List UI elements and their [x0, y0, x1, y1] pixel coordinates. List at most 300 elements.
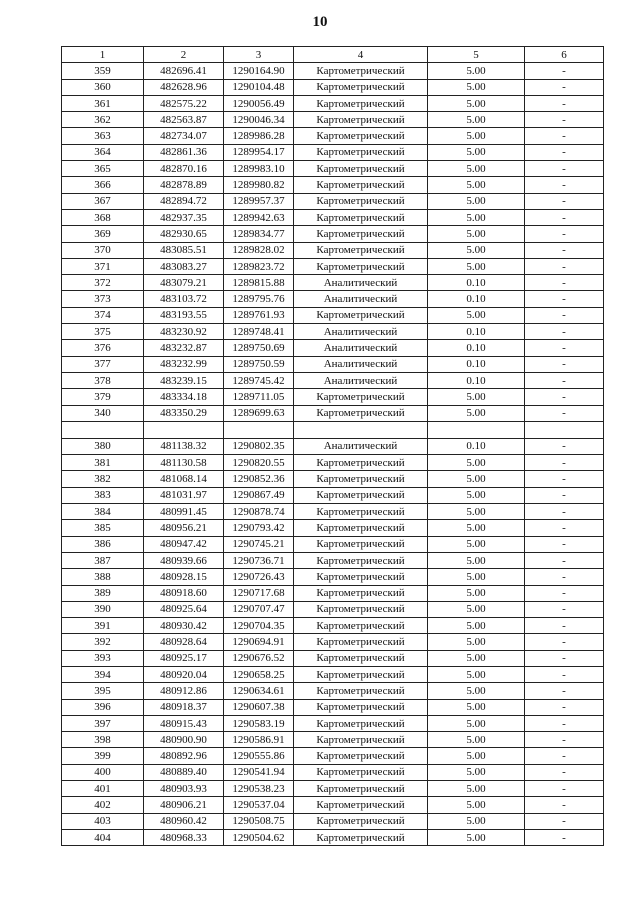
accuracy-cell: 0.10	[428, 356, 525, 372]
table-row	[62, 618, 604, 634]
accuracy-cell: 5.00	[428, 471, 525, 487]
point-number-cell: 380	[62, 438, 144, 454]
table-row	[62, 552, 604, 568]
table-row	[62, 63, 604, 79]
point-number-cell: 391	[62, 618, 144, 634]
column-header: 6	[525, 47, 604, 63]
x-coordinate-cell: 480920.04	[144, 666, 224, 682]
method-cell: Аналитический	[294, 340, 428, 356]
method-cell: Картометрический	[294, 650, 428, 666]
x-coordinate-cell: 482563.87	[144, 112, 224, 128]
x-coordinate-cell: 483239.15	[144, 372, 224, 388]
accuracy-cell: 5.00	[428, 813, 525, 829]
table-row	[62, 128, 604, 144]
accuracy-cell: 0.10	[428, 372, 525, 388]
note-cell: -	[525, 813, 604, 829]
note-cell: -	[525, 536, 604, 552]
point-number-cell: 381	[62, 455, 144, 471]
method-cell: Картометрический	[294, 585, 428, 601]
method-cell: Картометрический	[294, 95, 428, 111]
note-cell: -	[525, 585, 604, 601]
x-coordinate-cell: 483232.99	[144, 356, 224, 372]
y-coordinate-cell: 1290634.61	[224, 683, 294, 699]
y-coordinate-cell: 1290820.55	[224, 455, 294, 471]
table-row	[62, 161, 604, 177]
note-cell: -	[525, 291, 604, 307]
table-row	[62, 781, 604, 797]
accuracy-cell: 5.00	[428, 455, 525, 471]
table-row	[62, 829, 604, 845]
note-cell: -	[525, 128, 604, 144]
accuracy-cell: 5.00	[428, 601, 525, 617]
x-coordinate-cell: 482878.89	[144, 177, 224, 193]
table-row	[62, 291, 604, 307]
point-number-cell: 390	[62, 601, 144, 617]
note-cell: -	[525, 715, 604, 731]
x-coordinate-cell: 480912.86	[144, 683, 224, 699]
note-cell: -	[525, 504, 604, 520]
x-coordinate-cell: 483083.27	[144, 258, 224, 274]
note-cell: -	[525, 634, 604, 650]
x-coordinate-cell: 482894.72	[144, 193, 224, 209]
page-number: 10	[312, 14, 328, 30]
table-row	[62, 666, 604, 682]
accuracy-cell: 5.00	[428, 144, 525, 160]
accuracy-cell: 0.10	[428, 324, 525, 340]
accuracy-cell: 5.00	[428, 520, 525, 536]
table-row	[62, 258, 604, 274]
point-number-cell: 395	[62, 683, 144, 699]
method-cell: Картометрический	[294, 748, 428, 764]
accuracy-cell: 5.00	[428, 487, 525, 503]
accuracy-cell: 0.10	[428, 275, 525, 291]
x-coordinate-cell: 480889.40	[144, 764, 224, 780]
table-row	[62, 307, 604, 323]
y-coordinate-cell: 1290504.62	[224, 829, 294, 845]
x-coordinate-cell: 480906.21	[144, 797, 224, 813]
table-row	[62, 748, 604, 764]
note-cell: -	[525, 569, 604, 585]
note-cell: -	[525, 797, 604, 813]
accuracy-cell: 5.00	[428, 585, 525, 601]
note-cell: -	[525, 405, 604, 421]
table-row	[62, 520, 604, 536]
point-number-cell: 393	[62, 650, 144, 666]
x-coordinate-cell: 480903.93	[144, 781, 224, 797]
point-number-cell: 375	[62, 324, 144, 340]
point-number-cell: 400	[62, 764, 144, 780]
note-cell: -	[525, 438, 604, 454]
x-coordinate-cell: 480918.37	[144, 699, 224, 715]
accuracy-cell: 5.00	[428, 699, 525, 715]
column-header: 2	[144, 47, 224, 63]
y-coordinate-cell: 1290555.86	[224, 748, 294, 764]
accuracy-cell: 5.00	[428, 634, 525, 650]
y-coordinate-cell: 1289750.59	[224, 356, 294, 372]
note-cell: -	[525, 601, 604, 617]
x-coordinate-cell	[144, 421, 224, 438]
accuracy-cell: 5.00	[428, 193, 525, 209]
accuracy-cell: 5.00	[428, 63, 525, 79]
table-row	[62, 569, 604, 585]
table-row	[62, 356, 604, 372]
x-coordinate-cell: 480928.64	[144, 634, 224, 650]
note-cell: -	[525, 650, 604, 666]
note-cell: -	[525, 520, 604, 536]
table-row	[62, 177, 604, 193]
y-coordinate-cell: 1290726.43	[224, 569, 294, 585]
table-row	[62, 699, 604, 715]
point-number-cell	[62, 421, 144, 438]
x-coordinate-cell: 483079.21	[144, 275, 224, 291]
method-cell: Картометрический	[294, 226, 428, 242]
table-row	[62, 79, 604, 95]
note-cell: -	[525, 95, 604, 111]
point-number-cell: 377	[62, 356, 144, 372]
accuracy-cell: 5.00	[428, 209, 525, 225]
accuracy-cell: 5.00	[428, 128, 525, 144]
table-row	[62, 683, 604, 699]
method-cell: Картометрический	[294, 242, 428, 258]
method-cell: Картометрический	[294, 520, 428, 536]
y-coordinate-cell: 1290736.71	[224, 552, 294, 568]
x-coordinate-cell: 480892.96	[144, 748, 224, 764]
point-number-cell: 387	[62, 552, 144, 568]
point-number-cell: 383	[62, 487, 144, 503]
point-number-cell: 388	[62, 569, 144, 585]
method-cell: Картометрический	[294, 569, 428, 585]
table-row	[62, 340, 604, 356]
point-number-cell: 373	[62, 291, 144, 307]
accuracy-cell: 5.00	[428, 732, 525, 748]
point-number-cell: 396	[62, 699, 144, 715]
table-row	[62, 455, 604, 471]
point-number-cell: 384	[62, 504, 144, 520]
y-coordinate-cell	[224, 421, 294, 438]
accuracy-cell: 5.00	[428, 405, 525, 421]
table-row	[62, 797, 604, 813]
point-number-cell: 371	[62, 258, 144, 274]
point-number-cell: 399	[62, 748, 144, 764]
y-coordinate-cell: 1290104.48	[224, 79, 294, 95]
y-coordinate-cell: 1290852.36	[224, 471, 294, 487]
table-row	[62, 813, 604, 829]
method-cell: Аналитический	[294, 275, 428, 291]
point-number-cell: 394	[62, 666, 144, 682]
x-coordinate-cell: 483085.51	[144, 242, 224, 258]
note-cell: -	[525, 455, 604, 471]
accuracy-cell: 5.00	[428, 226, 525, 242]
y-coordinate-cell: 1290607.38	[224, 699, 294, 715]
note-cell: -	[525, 487, 604, 503]
y-coordinate-cell: 1290745.21	[224, 536, 294, 552]
y-coordinate-cell: 1289828.02	[224, 242, 294, 258]
x-coordinate-cell: 480928.15	[144, 569, 224, 585]
note-cell: -	[525, 193, 604, 209]
x-coordinate-cell: 480968.33	[144, 829, 224, 845]
x-coordinate-cell: 481138.32	[144, 438, 224, 454]
x-coordinate-cell: 480960.42	[144, 813, 224, 829]
y-coordinate-cell: 1289745.42	[224, 372, 294, 388]
point-number-cell: 404	[62, 829, 144, 845]
y-coordinate-cell: 1290694.91	[224, 634, 294, 650]
note-cell: -	[525, 161, 604, 177]
table-row	[62, 275, 604, 291]
accuracy-cell: 5.00	[428, 781, 525, 797]
point-number-cell: 369	[62, 226, 144, 242]
x-coordinate-cell: 483334.18	[144, 389, 224, 405]
point-number-cell: 397	[62, 715, 144, 731]
y-coordinate-cell: 1290583.19	[224, 715, 294, 731]
accuracy-cell: 5.00	[428, 504, 525, 520]
table-row	[62, 209, 604, 225]
table-row	[62, 715, 604, 731]
note-cell: -	[525, 683, 604, 699]
note-cell: -	[525, 242, 604, 258]
table-row	[62, 193, 604, 209]
accuracy-cell: 0.10	[428, 291, 525, 307]
point-number-cell: 403	[62, 813, 144, 829]
accuracy-cell: 5.00	[428, 666, 525, 682]
method-cell: Картометрический	[294, 634, 428, 650]
method-cell: Картометрический	[294, 813, 428, 829]
y-coordinate-cell: 1289834.77	[224, 226, 294, 242]
point-number-cell: 385	[62, 520, 144, 536]
x-coordinate-cell: 483103.72	[144, 291, 224, 307]
point-number-cell: 360	[62, 79, 144, 95]
note-cell: -	[525, 177, 604, 193]
y-coordinate-cell: 1290802.35	[224, 438, 294, 454]
point-number-cell: 389	[62, 585, 144, 601]
y-coordinate-cell: 1289748.41	[224, 324, 294, 340]
point-number-cell: 398	[62, 732, 144, 748]
method-cell: Аналитический	[294, 438, 428, 454]
y-coordinate-cell: 1290538.23	[224, 781, 294, 797]
method-cell: Картометрический	[294, 307, 428, 323]
note-cell: -	[525, 389, 604, 405]
y-coordinate-cell: 1290537.04	[224, 797, 294, 813]
x-coordinate-cell: 480956.21	[144, 520, 224, 536]
x-coordinate-cell: 480991.45	[144, 504, 224, 520]
method-cell: Картометрический	[294, 552, 428, 568]
accuracy-cell: 5.00	[428, 618, 525, 634]
note-cell: -	[525, 79, 604, 95]
note-cell: -	[525, 63, 604, 79]
point-number-cell: 372	[62, 275, 144, 291]
table-row	[62, 324, 604, 340]
x-coordinate-cell: 480947.42	[144, 536, 224, 552]
x-coordinate-cell: 482930.65	[144, 226, 224, 242]
y-coordinate-cell: 1289750.69	[224, 340, 294, 356]
y-coordinate-cell: 1290793.42	[224, 520, 294, 536]
column-header: 5	[428, 47, 525, 63]
accuracy-cell: 5.00	[428, 715, 525, 731]
y-coordinate-cell: 1289983.10	[224, 161, 294, 177]
table-row	[62, 732, 604, 748]
table-row	[62, 144, 604, 160]
method-cell: Картометрический	[294, 487, 428, 503]
accuracy-cell: 5.00	[428, 683, 525, 699]
accuracy-cell: 5.00	[428, 258, 525, 274]
point-number-cell: 359	[62, 63, 144, 79]
method-cell: Картометрический	[294, 161, 428, 177]
point-number-cell: 379	[62, 389, 144, 405]
method-cell: Картометрический	[294, 455, 428, 471]
accuracy-cell: 5.00	[428, 161, 525, 177]
table-row	[62, 438, 604, 454]
y-coordinate-cell: 1289795.76	[224, 291, 294, 307]
y-coordinate-cell: 1290586.91	[224, 732, 294, 748]
note-cell: -	[525, 258, 604, 274]
point-number-cell: 363	[62, 128, 144, 144]
method-cell: Картометрический	[294, 79, 428, 95]
y-coordinate-cell: 1289815.88	[224, 275, 294, 291]
y-coordinate-cell: 1290508.75	[224, 813, 294, 829]
note-cell: -	[525, 144, 604, 160]
method-cell: Картометрический	[294, 177, 428, 193]
point-number-cell: 378	[62, 372, 144, 388]
point-number-cell: 367	[62, 193, 144, 209]
table-row	[62, 487, 604, 503]
point-number-cell: 364	[62, 144, 144, 160]
method-cell: Аналитический	[294, 291, 428, 307]
y-coordinate-cell: 1289711.05	[224, 389, 294, 405]
x-coordinate-cell: 482734.07	[144, 128, 224, 144]
y-coordinate-cell: 1289986.28	[224, 128, 294, 144]
method-cell: Картометрический	[294, 144, 428, 160]
point-number-cell: 340	[62, 405, 144, 421]
column-header: 3	[224, 47, 294, 63]
method-cell: Картометрический	[294, 699, 428, 715]
y-coordinate-cell: 1289942.63	[224, 209, 294, 225]
x-coordinate-cell: 483193.55	[144, 307, 224, 323]
accuracy-cell: 5.00	[428, 748, 525, 764]
point-number-cell: 368	[62, 209, 144, 225]
note-cell: -	[525, 275, 604, 291]
method-cell: Картометрический	[294, 405, 428, 421]
method-cell: Картометрический	[294, 504, 428, 520]
y-coordinate-cell: 1290867.49	[224, 487, 294, 503]
point-number-cell: 366	[62, 177, 144, 193]
note-cell: -	[525, 471, 604, 487]
accuracy-cell: 0.10	[428, 340, 525, 356]
x-coordinate-cell: 482870.16	[144, 161, 224, 177]
method-cell: Картометрический	[294, 601, 428, 617]
table-row	[62, 389, 604, 405]
table-row	[62, 634, 604, 650]
accuracy-cell: 5.00	[428, 95, 525, 111]
accuracy-cell: 5.00	[428, 112, 525, 128]
x-coordinate-cell: 482628.96	[144, 79, 224, 95]
column-header: 1	[62, 47, 144, 63]
method-cell: Картометрический	[294, 618, 428, 634]
x-coordinate-cell: 481068.14	[144, 471, 224, 487]
note-cell: -	[525, 618, 604, 634]
note-cell: -	[525, 764, 604, 780]
y-coordinate-cell: 1290717.68	[224, 585, 294, 601]
y-coordinate-cell: 1290541.94	[224, 764, 294, 780]
method-cell: Картометрический	[294, 764, 428, 780]
table-row	[62, 405, 604, 421]
note-cell: -	[525, 226, 604, 242]
x-coordinate-cell: 481130.58	[144, 455, 224, 471]
method-cell	[294, 421, 428, 438]
table-header-row	[62, 47, 604, 63]
method-cell: Картометрический	[294, 536, 428, 552]
method-cell: Картометрический	[294, 732, 428, 748]
note-cell: -	[525, 829, 604, 845]
table-row	[62, 601, 604, 617]
point-number-cell: 401	[62, 781, 144, 797]
table-row	[62, 650, 604, 666]
table-row	[62, 504, 604, 520]
coordinates-table	[61, 46, 604, 846]
point-number-cell: 374	[62, 307, 144, 323]
accuracy-cell: 5.00	[428, 389, 525, 405]
y-coordinate-cell: 1289957.37	[224, 193, 294, 209]
method-cell: Картометрический	[294, 112, 428, 128]
method-cell: Картометрический	[294, 389, 428, 405]
x-coordinate-cell: 480930.42	[144, 618, 224, 634]
y-coordinate-cell: 1290056.49	[224, 95, 294, 111]
point-number-cell: 361	[62, 95, 144, 111]
point-number-cell: 365	[62, 161, 144, 177]
x-coordinate-cell: 480915.43	[144, 715, 224, 731]
note-cell: -	[525, 324, 604, 340]
note-cell: -	[525, 781, 604, 797]
table-row	[62, 112, 604, 128]
x-coordinate-cell: 480900.90	[144, 732, 224, 748]
x-coordinate-cell: 483232.87	[144, 340, 224, 356]
note-cell: -	[525, 307, 604, 323]
table-row	[62, 242, 604, 258]
method-cell: Картометрический	[294, 715, 428, 731]
note-cell: -	[525, 699, 604, 715]
method-cell: Картометрический	[294, 193, 428, 209]
method-cell: Картометрический	[294, 666, 428, 682]
y-coordinate-cell: 1290658.25	[224, 666, 294, 682]
table-row	[62, 421, 604, 438]
accuracy-cell: 5.00	[428, 650, 525, 666]
x-coordinate-cell: 480918.60	[144, 585, 224, 601]
y-coordinate-cell: 1289823.72	[224, 258, 294, 274]
y-coordinate-cell: 1289980.82	[224, 177, 294, 193]
note-cell: -	[525, 372, 604, 388]
table-row	[62, 471, 604, 487]
note-cell: -	[525, 732, 604, 748]
method-cell: Картометрический	[294, 683, 428, 699]
method-cell: Картометрический	[294, 128, 428, 144]
note-cell: -	[525, 666, 604, 682]
method-cell: Картометрический	[294, 829, 428, 845]
x-coordinate-cell: 480939.66	[144, 552, 224, 568]
x-coordinate-cell: 480925.64	[144, 601, 224, 617]
point-number-cell: 402	[62, 797, 144, 813]
accuracy-cell	[428, 421, 525, 438]
y-coordinate-cell: 1290676.52	[224, 650, 294, 666]
point-number-cell: 386	[62, 536, 144, 552]
method-cell: Картометрический	[294, 258, 428, 274]
y-coordinate-cell: 1289761.93	[224, 307, 294, 323]
table-row	[62, 226, 604, 242]
table-row	[62, 95, 604, 111]
note-cell	[525, 421, 604, 438]
method-cell: Картометрический	[294, 471, 428, 487]
x-coordinate-cell: 482575.22	[144, 95, 224, 111]
accuracy-cell: 0.10	[428, 438, 525, 454]
method-cell: Аналитический	[294, 356, 428, 372]
table-body	[62, 63, 604, 846]
